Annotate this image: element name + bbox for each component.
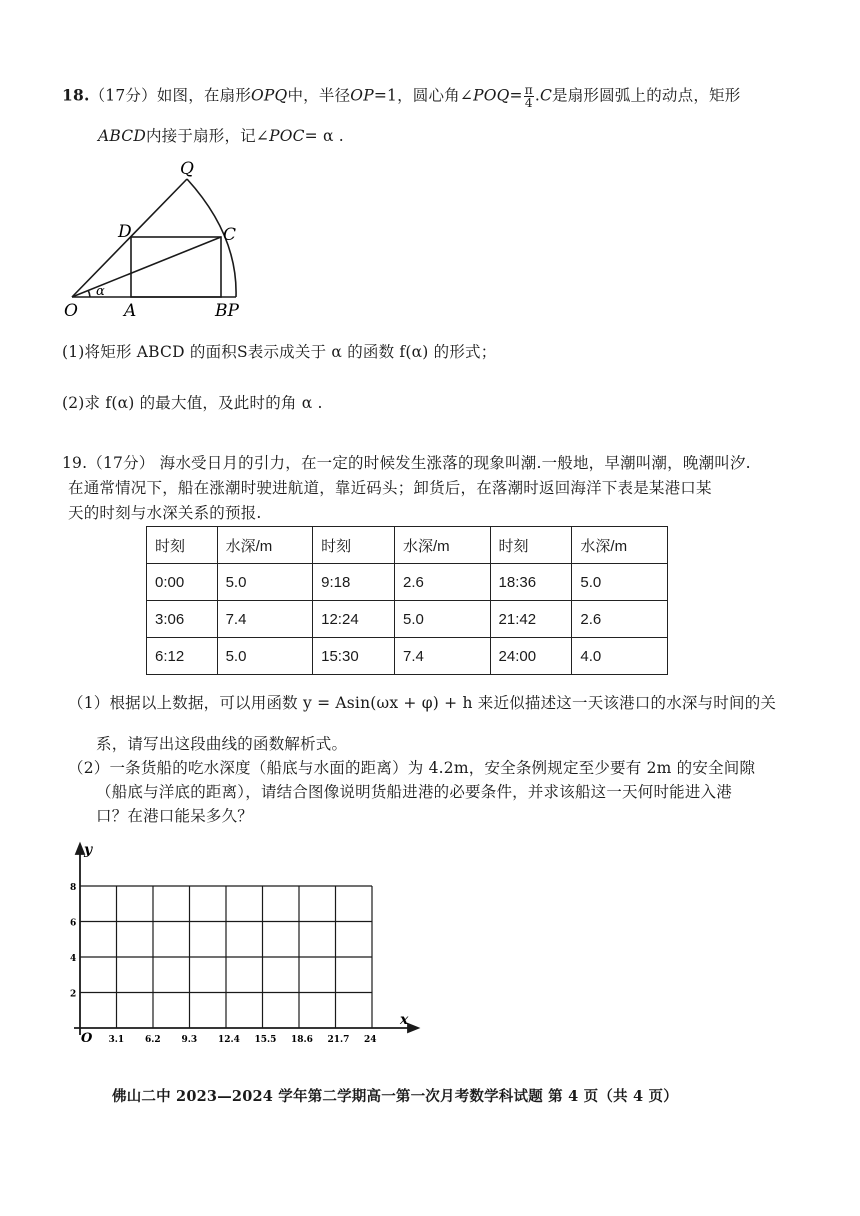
- table-cell: 24:00: [490, 638, 572, 675]
- table-cell: 5.0: [394, 601, 490, 638]
- q18-text-d: 是扇形圆弧上的动点，矩形: [552, 86, 741, 105]
- q18-score: （17分）: [89, 86, 157, 105]
- y-axis-arrow: [76, 844, 84, 854]
- q18-text-b: 中，半径: [287, 86, 351, 105]
- q18-eq: =: [509, 86, 523, 105]
- q19-line1: [62, 453, 751, 473]
- q19-sub1-a: （1）根据以上数据，可以用函数 y = Asin(ωx + φ) + h 来近似描述这一天该港口的水深与时间的关: [68, 694, 777, 712]
- fraction-denominator: 4: [524, 96, 533, 110]
- table-cell: 18:36: [490, 564, 572, 601]
- y-axis-label: y: [84, 842, 93, 858]
- q18-angle: POQ: [473, 86, 510, 105]
- q18-number: 18.: [62, 85, 90, 105]
- x-tick-label: 3.1: [108, 1035, 125, 1045]
- label-q: Q: [180, 159, 194, 179]
- x-tick-label: 21.7: [327, 1035, 350, 1045]
- table-header: 时刻: [147, 527, 218, 564]
- q19-line2: 在通常情况下，船在涨潮时驶进航道，靠近码头；卸货后，在落潮时返回海洋下表是某港口某: [68, 479, 712, 497]
- table-cell: 12:24: [313, 601, 395, 638]
- label-a: A: [124, 301, 137, 320]
- x-tick-label: 12.4: [218, 1035, 240, 1045]
- table-row: [147, 601, 668, 638]
- table-cell: 5.0: [217, 638, 313, 675]
- page-footer: 佛山二中 2023—2024 学年第二学期高一第一次月考数学科试题 第 4 页（共 4 页）: [112, 1088, 678, 1105]
- table-header: 水深/m: [394, 527, 490, 564]
- y-tick-label: 2: [70, 989, 77, 1000]
- q18-sub2: (2)求 f(α) 的最大值，及此时的角 α .: [62, 394, 323, 412]
- table-cell: 15:30: [313, 638, 395, 675]
- q19-line3: 天的时刻与水深关系的预报.: [68, 504, 262, 522]
- table-cell: 7.4: [217, 601, 313, 638]
- q18-text-a: 如图，在扇形: [156, 86, 252, 105]
- q18-angle2: POC: [269, 127, 305, 145]
- table-cell: 2.6: [572, 601, 668, 638]
- q18-line1: [62, 84, 740, 109]
- q18-radius-val: =1，圆心角∠: [373, 86, 474, 105]
- table-cell: 5.0: [217, 564, 313, 601]
- tide-table: [146, 526, 668, 675]
- x-tick-label: 6.2: [145, 1035, 161, 1045]
- x-tick-label: 18.6: [291, 1035, 313, 1045]
- q18-radius: OP: [350, 86, 374, 105]
- q19-sub2-b: （船底与洋底的距离），请结合图像说明货船进港的必要条件，并求该船这一天何时能进入港: [96, 783, 732, 801]
- label-o: O: [64, 301, 78, 320]
- angle-arc: [88, 290, 90, 297]
- table-cell: 21:42: [490, 601, 572, 638]
- segment-oc: [72, 237, 221, 297]
- table-row: [147, 564, 668, 601]
- q18-line2: [98, 126, 344, 146]
- q18-rect: ABCD: [98, 127, 146, 145]
- table-cell: 5.0: [572, 564, 668, 601]
- x-axis-label: x: [400, 1012, 409, 1028]
- fraction-numerator: π: [524, 83, 533, 97]
- y-tick-label: 4: [70, 954, 77, 964]
- label-d: D: [118, 222, 132, 242]
- table-row: [147, 638, 668, 675]
- q18-text-f: = α .: [304, 127, 344, 145]
- q19-sub1-b: 系，请写出这段曲线的函数解析式。: [96, 735, 348, 753]
- y-tick-label: 8: [70, 883, 77, 893]
- q19-sub2-a: （2）一条货船的吃水深度（船底与水面的距离）为 4.2m，安全条例规定至少要有 2m 的安全间隙: [68, 759, 756, 777]
- y-tick-label: 6: [70, 918, 77, 929]
- origin-label: O: [81, 1031, 93, 1046]
- q18-sector: OPQ: [251, 86, 288, 105]
- table-cell: 4.0: [572, 638, 668, 675]
- x-tick-label: 9.3: [181, 1035, 198, 1045]
- table-header: 水深/m: [217, 527, 313, 564]
- table-cell: 3:06: [147, 601, 218, 638]
- q18-point: C: [539, 86, 553, 105]
- q19-score: （17分）: [87, 454, 155, 472]
- x-axis-arrow: [408, 1024, 418, 1032]
- q18-dot: .: [534, 86, 540, 105]
- label-alpha: α: [96, 284, 105, 299]
- table-cell: 7.4: [394, 638, 490, 675]
- label-bp: BP: [215, 301, 239, 320]
- x-tick-label: 15.5: [254, 1035, 277, 1045]
- table-cell: 6:12: [147, 638, 218, 675]
- table-header: 时刻: [313, 527, 395, 564]
- q18-sub1: (1)将矩形 ABCD 的面积S表示成关于 α 的函数 f(α) 的形式；: [62, 343, 497, 361]
- q18-text-e: 内接于扇形，记∠: [145, 127, 270, 145]
- q18-fraction: [524, 84, 534, 109]
- q19-sub2-c: 口？在港口能呆多久？: [96, 807, 254, 825]
- table-cell: 0:00: [147, 564, 218, 601]
- table-cell: 9:18: [313, 564, 395, 601]
- x-tick-label: 24: [364, 1035, 377, 1045]
- label-c: C: [223, 225, 237, 245]
- table-cell: 2.6: [394, 564, 490, 601]
- sector-figure: [60, 155, 260, 320]
- q19-text-1: 海水受日月的引力，在一定的时候发生涨落的现象叫潮.一般地，早潮叫潮，晚潮叫汐.: [159, 454, 751, 472]
- table-header: 水深/m: [572, 527, 668, 564]
- blank-grid: [60, 840, 430, 1055]
- table-header: 时刻: [490, 527, 572, 564]
- table-header-row: [147, 527, 668, 564]
- q19-number: 19.: [62, 454, 88, 472]
